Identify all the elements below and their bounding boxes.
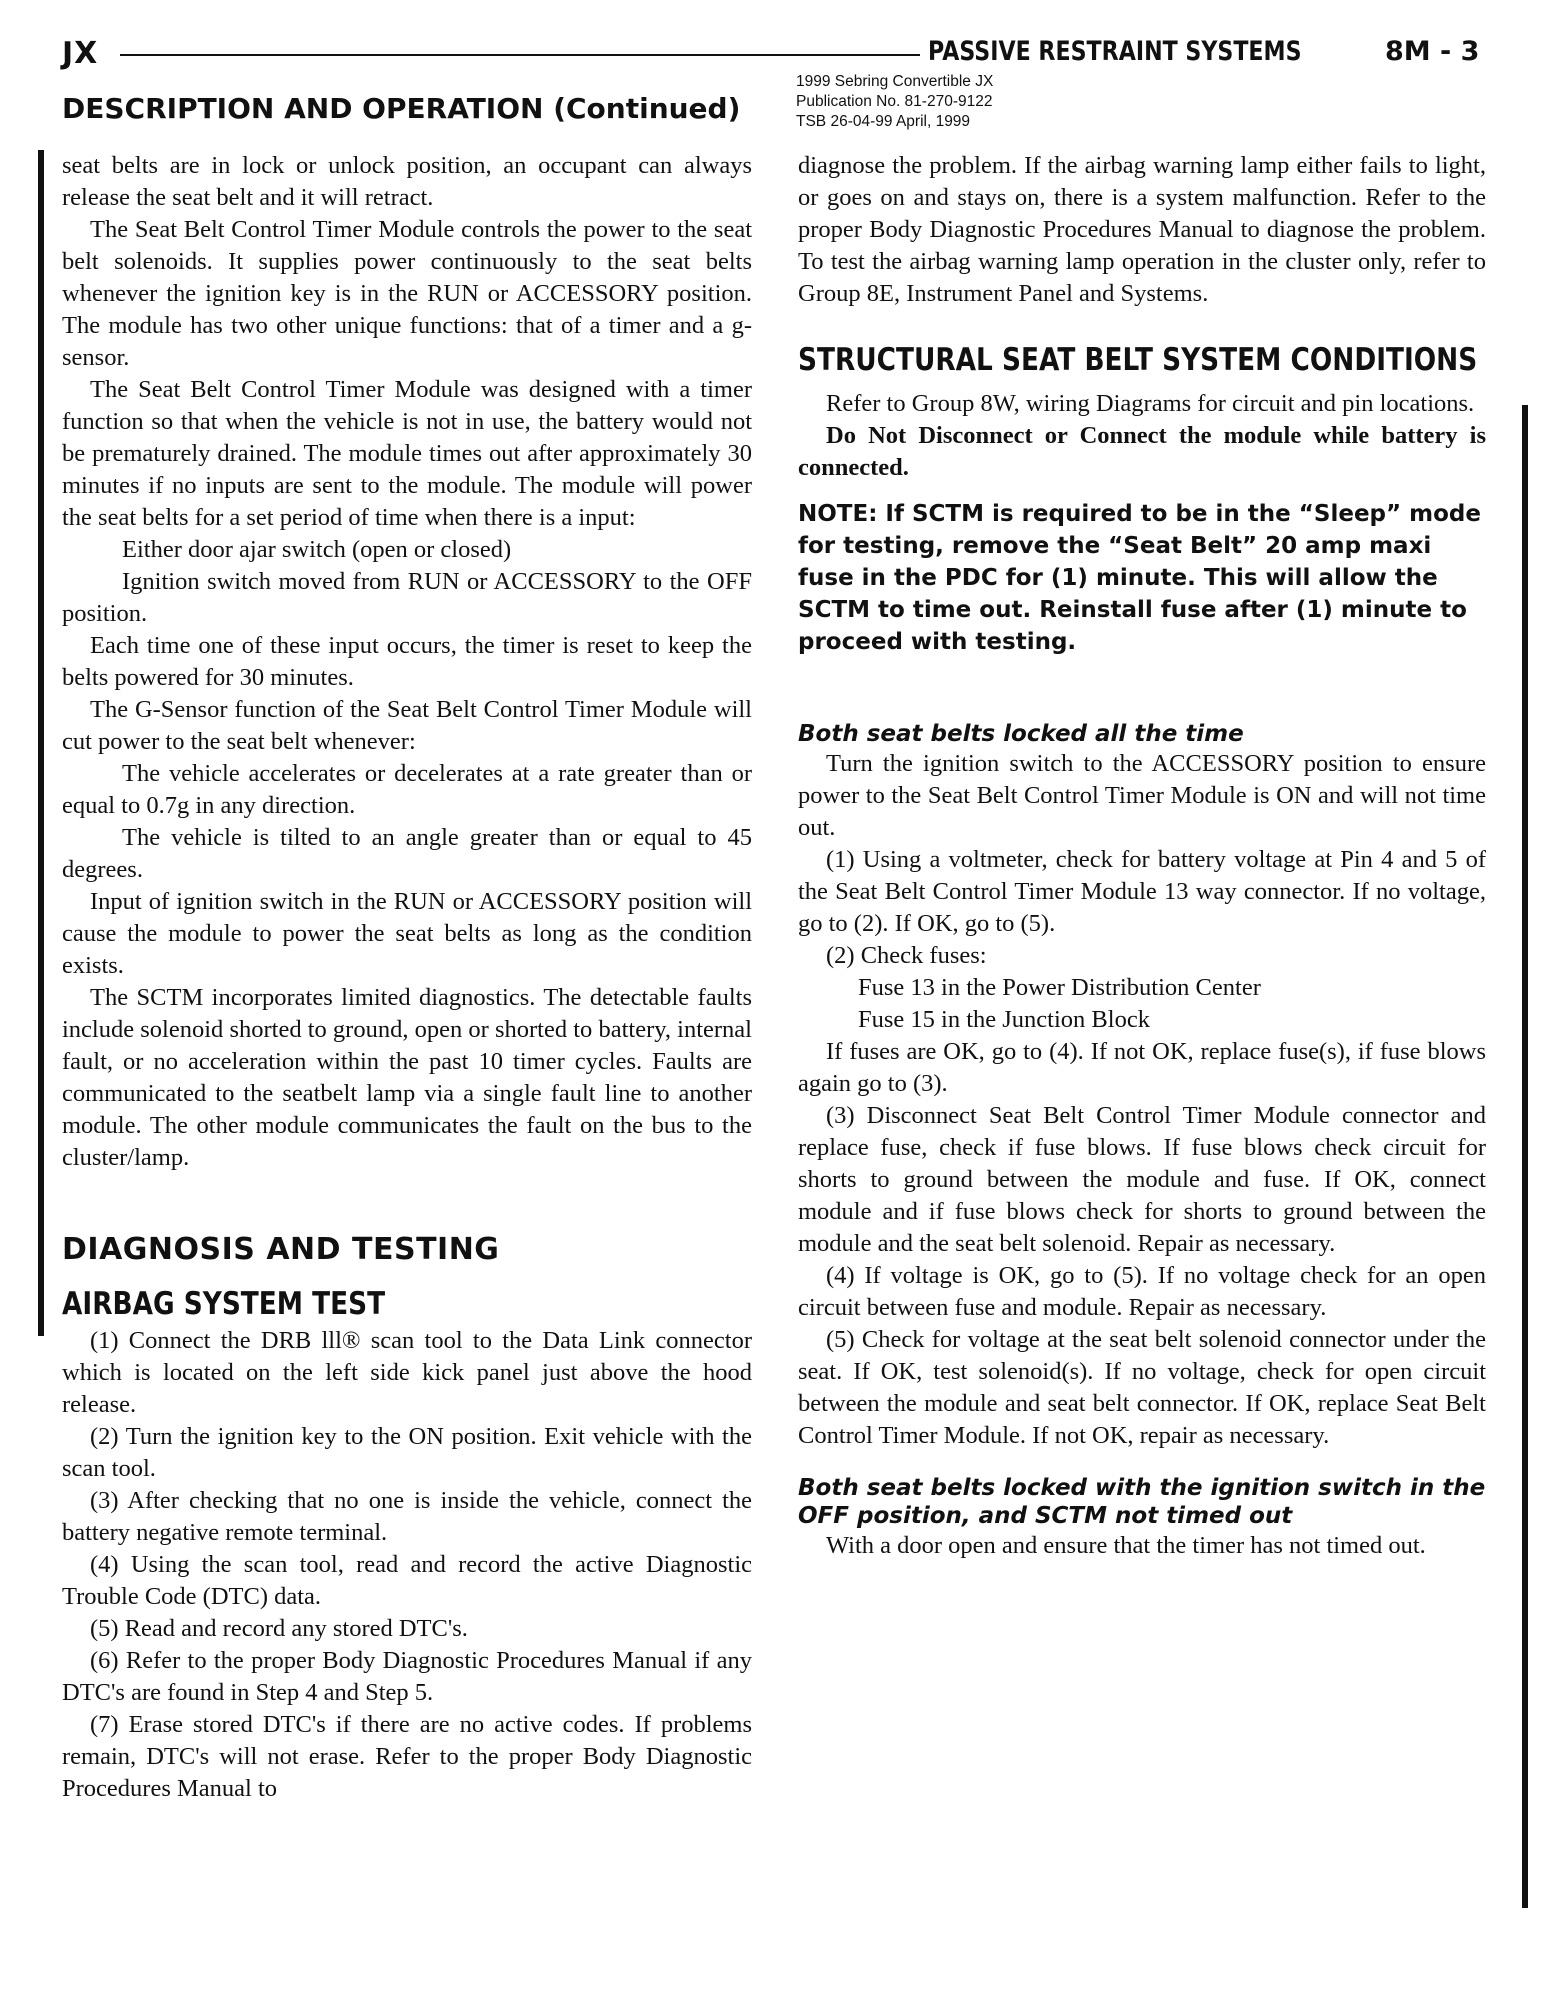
list-item: Fuse 13 in the Power Distribution Center (858, 974, 1261, 1001)
airbag-test-heading: AIRBAG SYSTEM TEST (62, 1286, 386, 1322)
tsb-line: Publication No. 81-270-9122 (796, 93, 993, 110)
header-rule (120, 54, 920, 56)
diagnosis-heading: DIAGNOSIS AND TESTING (62, 1232, 500, 1267)
paragraph: The G-Sensor function of the Seat Belt Control Timer Module will cut power to the seat belt whenever: (62, 696, 752, 755)
left-column (62, 150, 752, 1805)
step: (1) Connect the DRB lll® scan tool to the Data Link connector which is located on the left side kick panel just above the hood release. (62, 1327, 752, 1418)
structural-heading: STRUCTURAL SEAT BELT SYSTEM CONDITIONS (798, 342, 1478, 378)
warning-paragraph: Do Not Disconnect or Connect the module while battery is connected. (798, 422, 1486, 481)
header-page-number: 8M - 3 (1385, 36, 1480, 67)
note: NOTE: If SCTM is required to be in the “Sleep” mode for testing, remove the “Seat Belt” 20 amp maxi fuse in the PDC for (1) minute. This will allow the SCTM to time out. Reinstall fuse after (1) minute to proceed with testing. (798, 501, 1481, 655)
paragraph: With a door open and ensure that the timer has not timed out. (826, 1532, 1426, 1559)
step: (4) Using the scan tool, read and record the active Diagnostic Trouble Code (DTC) data. (62, 1551, 752, 1610)
header-chapter-title: PASSIVE RESTRAINT SYSTEMS (928, 36, 1302, 67)
step: (1) Using a voltmeter, check for battery voltage at Pin 4 and 5 of the Seat Belt Control Timer Module 13 way connector. If no voltage, go to (2). If OK, go to (5). (798, 846, 1486, 937)
paragraph: Input of ignition switch in the RUN or ACCESSORY position will cause the module to power the seat belts as long as the condition exists. (62, 888, 752, 979)
change-bar-left (38, 150, 44, 1336)
step: (5) Check for voltage at the seat belt solenoid connector under the seat. If OK, test solenoid(s). If no voltage, check for open circuit between the module and seat belt connector. If OK, replace Seat Belt Control Timer Module. If not OK, repair as necessary. (798, 1326, 1486, 1449)
step: (7) Erase stored DTC's if there are no active codes. If problems remain, DTC's will not erase. Refer to the proper Body Diagnostic Procedures Manual to (62, 1711, 752, 1802)
paragraph: Refer to Group 8W, wiring Diagrams for circuit and pin locations. (826, 390, 1475, 417)
paragraph: Turn the ignition switch to the ACCESSORY position to ensure power to the Seat Belt Control Timer Module is ON and will not time out. (798, 750, 1486, 841)
tsb-line: TSB 26-04-99 April, 1999 (796, 113, 971, 130)
list-item: Fuse 15 in the Junction Block (858, 1006, 1150, 1033)
paragraph: If fuses are OK, go to (4). If not OK, replace fuse(s), if fuse blows again go to (3). (798, 1038, 1486, 1097)
paragraph: diagnose the problem. If the airbag warning lamp either fails to light, or goes on and stays on, there is a system malfunction. Refer to the proper Body Diagnostic Procedures Manual to diagnose the problem. To test the airbag warning lamp operation in the cluster only, refer to Group 8E, Instrument Panel and Systems. (798, 152, 1486, 307)
step: (2) Turn the ignition key to the ON position. Exit vehicle with the scan tool. (62, 1423, 752, 1482)
step: (6) Refer to the proper Body Diagnostic Procedures Manual if any DTC's are found in Step 4 and Step 5. (62, 1647, 752, 1706)
paragraph: seat belts are in lock or unlock position, an occupant can always release the seat belt and it will retract. (62, 152, 752, 211)
subheading: Both seat belts locked with the ignition switch in the OFF position, and SCTM not timed out (798, 1475, 1486, 1529)
tsb-line: 1999 Sebring Convertible JX (796, 73, 994, 90)
list-item: Either door ajar switch (open or closed) (122, 536, 512, 563)
step: (4) If voltage is OK, go to (5). If no voltage check for an open circuit between fuse and module. Repair as necessary. (798, 1262, 1486, 1321)
step: (2) Check fuses: (826, 942, 987, 969)
paragraph: The SCTM incorporates limited diagnostics. The detectable faults include solenoid shorted to ground, open or shorted to battery, internal fault, or no acceleration within the past 10 timer cycles. Faults are communicated to the seatbelt lamp via a single fault line to another module. The other module communicates the fault on the bus to the cluster/lamp. (62, 984, 752, 1171)
list-item: The vehicle is tilted to an angle greater than or equal to 45 degrees. (62, 824, 752, 883)
tsb-stamp (796, 72, 993, 132)
step: (3) Disconnect Seat Belt Control Timer Module connector and replace fuse, check if fuse blows. If fuse blows check circuit for shorts to ground between the module and fuse. If OK, connect module and if fuse blows check for shorts to ground between the module and the seat belt solenoid. Repair as necessary. (798, 1102, 1486, 1257)
paragraph: Each time one of these input occurs, the timer is reset to keep the belts powered for 30 minutes. (62, 632, 752, 691)
paragraph: The Seat Belt Control Timer Module was designed with a timer function so that when the vehicle is not in use, the battery would not be prematurely drained. The module times out after approximately 30 minutes if no inputs are sent to the module. The module will power the seat belts for a set period of time when there is a input: (62, 376, 752, 531)
step: (3) After checking that no one is inside the vehicle, connect the battery negative remote terminal. (62, 1487, 752, 1546)
header-model-code: JX (62, 36, 99, 71)
list-item: The vehicle accelerates or decelerates at a rate greater than or equal to 0.7g in any direction. (62, 760, 752, 819)
subheading: Both seat belts locked all the time (798, 721, 1244, 747)
list-item: Ignition switch moved from RUN or ACCESSORY to the OFF position. (62, 568, 752, 627)
change-bar-right (1522, 405, 1528, 1908)
paragraph: The Seat Belt Control Timer Module controls the power to the seat belt solenoids. It supplies power continuously to the seat belts whenever the ignition key is in the RUN or ACCESSORY position. The module has two other unique functions: that of a timer and a g-sensor. (62, 216, 752, 371)
section-continued-heading: DESCRIPTION AND OPERATION (Continued) (62, 92, 741, 125)
step: (5) Read and record any stored DTC's. (90, 1615, 468, 1642)
right-column (798, 150, 1486, 1562)
